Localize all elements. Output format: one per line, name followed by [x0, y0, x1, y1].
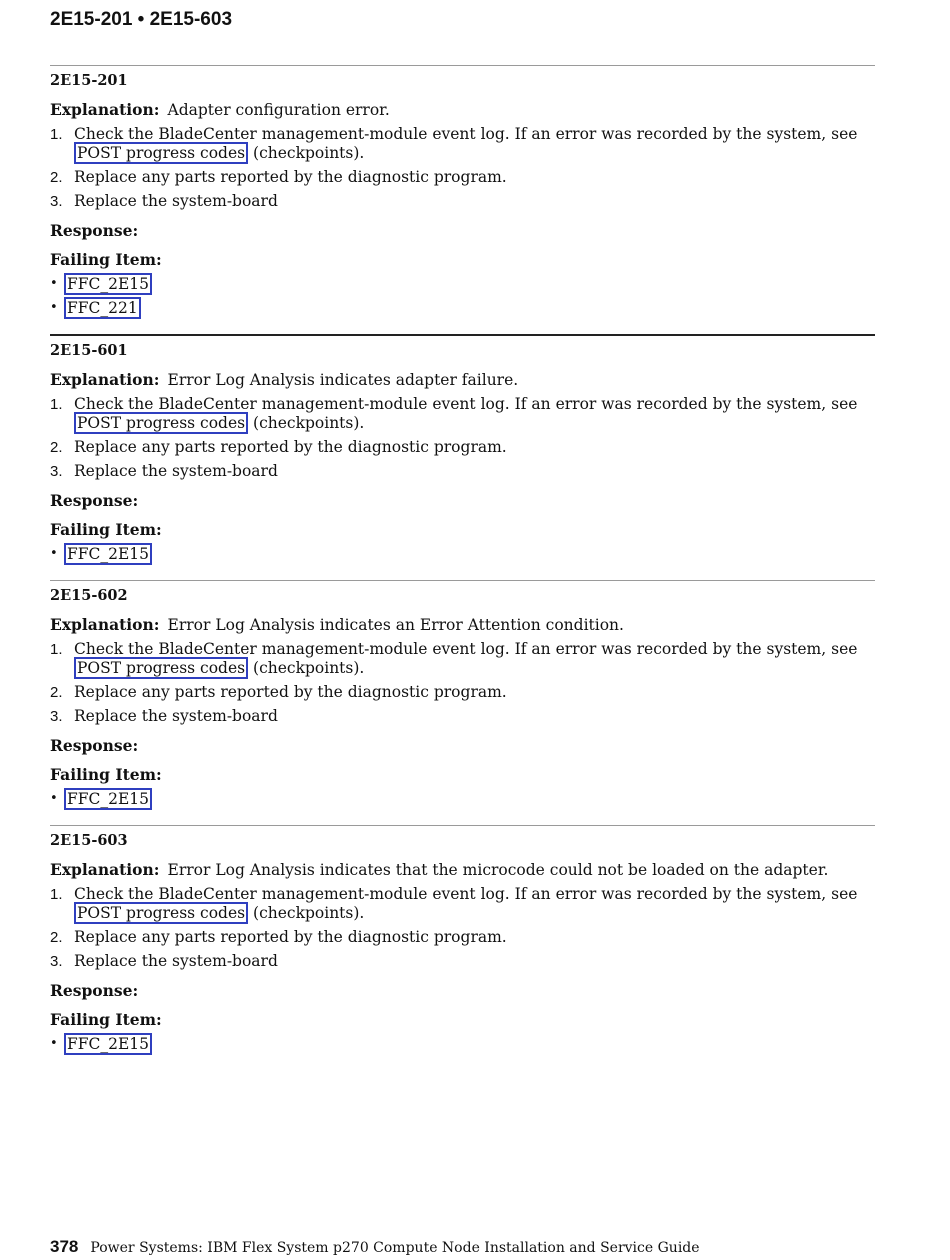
- step-number: 3.: [50, 708, 63, 725]
- page-header-title: 2E15-201 • 2E15-603: [50, 9, 233, 30]
- explanation: [50, 615, 875, 635]
- step-text: Replace the system-board: [74, 707, 278, 725]
- step-number: 2.: [50, 929, 63, 946]
- post-progress-codes-link[interactable]: POST progress codes: [74, 142, 248, 164]
- bullet-icon: •: [50, 300, 58, 315]
- step-text: Replace any parts reported by the diagnostic program.: [74, 438, 507, 456]
- explanation-label: Explanation:: [50, 860, 160, 879]
- failing-item: [50, 544, 875, 564]
- procedure-steps: [50, 395, 875, 481]
- bullet-icon: •: [50, 546, 58, 561]
- step-item: [50, 707, 875, 726]
- post-progress-codes-link[interactable]: POST progress codes: [74, 902, 248, 924]
- failing-item: [50, 298, 875, 318]
- step-number: 1.: [50, 396, 63, 413]
- error-code: 2E15-603: [50, 832, 128, 849]
- page-footer: [50, 1237, 700, 1257]
- failing-item-list: [50, 789, 875, 809]
- procedure-steps: [50, 125, 875, 211]
- step-text: Check the BladeCenter management-module event log. If an error was recorded by the system, see: [74, 640, 858, 658]
- explanation-text: Adapter configuration error.: [167, 101, 390, 119]
- step-number: 2.: [50, 684, 63, 701]
- failing-item: [50, 1034, 875, 1054]
- step-item: [50, 885, 875, 923]
- step-text: Replace the system-board: [74, 952, 278, 970]
- step-item: [50, 395, 875, 433]
- step-number: 2.: [50, 439, 63, 456]
- error-code: 2E15-201: [50, 72, 128, 89]
- step-item: [50, 640, 875, 678]
- error-code-entry: [50, 825, 875, 1070]
- step-number: 1.: [50, 641, 63, 658]
- step-item: [50, 438, 875, 457]
- failing-item-list: [50, 274, 875, 318]
- step-text: Check the BladeCenter management-module event log. If an error was recorded by the system, see: [74, 125, 858, 143]
- step-item: [50, 928, 875, 947]
- step-item: [50, 462, 875, 481]
- explanation-label: Explanation:: [50, 615, 160, 634]
- page-number: 378: [50, 1237, 79, 1256]
- failing-item-label: Failing Item:: [50, 765, 162, 784]
- explanation-text: Error Log Analysis indicates adapter failure.: [167, 371, 519, 389]
- error-code-entry: [50, 334, 875, 580]
- explanation: [50, 370, 875, 390]
- bullet-icon: •: [50, 276, 58, 291]
- failing-item-label: Failing Item:: [50, 1010, 162, 1029]
- error-code: 2E15-602: [50, 587, 128, 604]
- step-item: [50, 952, 875, 971]
- failing-item-link[interactable]: FFC_2E15: [64, 273, 152, 295]
- step-number: 3.: [50, 953, 63, 970]
- error-code-entry: [50, 65, 875, 334]
- failing-item-list: [50, 544, 875, 564]
- procedure-steps: [50, 640, 875, 726]
- step-text: Replace any parts reported by the diagnostic program.: [74, 168, 507, 186]
- step-number: 1.: [50, 886, 63, 903]
- step-number: 3.: [50, 193, 63, 210]
- step-text: Replace the system-board: [74, 462, 278, 480]
- step-item: [50, 683, 875, 702]
- failing-item-link[interactable]: FFC_2E15: [64, 543, 152, 565]
- step-item: [50, 125, 875, 163]
- post-progress-codes-link[interactable]: POST progress codes: [74, 412, 248, 434]
- step-text-end: (checkpoints).: [248, 659, 365, 677]
- error-code-entry: [50, 580, 875, 825]
- step-text: Check the BladeCenter management-module event log. If an error was recorded by the system, see: [74, 395, 858, 413]
- failing-item-list: [50, 1034, 875, 1054]
- step-item: [50, 168, 875, 187]
- response-label: Response:: [50, 736, 139, 755]
- explanation-label: Explanation:: [50, 100, 160, 119]
- response-label: Response:: [50, 491, 139, 510]
- step-text-end: (checkpoints).: [248, 144, 365, 162]
- failing-item-link[interactable]: FFC_2E15: [64, 1033, 152, 1055]
- explanation-text: Error Log Analysis indicates that the microcode could not be loaded on the adapter.: [167, 861, 829, 879]
- failing-item: [50, 789, 875, 809]
- step-text-end: (checkpoints).: [248, 904, 365, 922]
- response-label: Response:: [50, 981, 139, 1000]
- error-code-list: [50, 65, 875, 1070]
- step-text: Check the BladeCenter management-module event log. If an error was recorded by the system, see: [74, 885, 858, 903]
- step-text: Replace the system-board: [74, 192, 278, 210]
- explanation-text: Error Log Analysis indicates an Error Attention condition.: [167, 616, 624, 634]
- bullet-icon: •: [50, 1036, 58, 1051]
- step-number: 1.: [50, 126, 63, 143]
- step-number: 3.: [50, 463, 63, 480]
- explanation: [50, 860, 875, 880]
- response-label: Response:: [50, 221, 139, 240]
- explanation-label: Explanation:: [50, 370, 160, 389]
- failing-item: [50, 274, 875, 294]
- step-item: [50, 192, 875, 211]
- step-text: Replace any parts reported by the diagnostic program.: [74, 683, 507, 701]
- step-text-end: (checkpoints).: [248, 414, 365, 432]
- error-code: 2E15-601: [50, 342, 128, 359]
- procedure-steps: [50, 885, 875, 971]
- failing-item-link[interactable]: FFC_2E15: [64, 788, 152, 810]
- step-number: 2.: [50, 169, 63, 186]
- failing-item-link[interactable]: FFC_221: [64, 297, 141, 319]
- post-progress-codes-link[interactable]: POST progress codes: [74, 657, 248, 679]
- explanation: [50, 100, 875, 120]
- bullet-icon: •: [50, 791, 58, 806]
- step-text: Replace any parts reported by the diagnostic program.: [74, 928, 507, 946]
- failing-item-label: Failing Item:: [50, 520, 162, 539]
- failing-item-label: Failing Item:: [50, 250, 162, 269]
- book-title: Power Systems: IBM Flex System p270 Compute Node Installation and Service Guide: [90, 1240, 700, 1256]
